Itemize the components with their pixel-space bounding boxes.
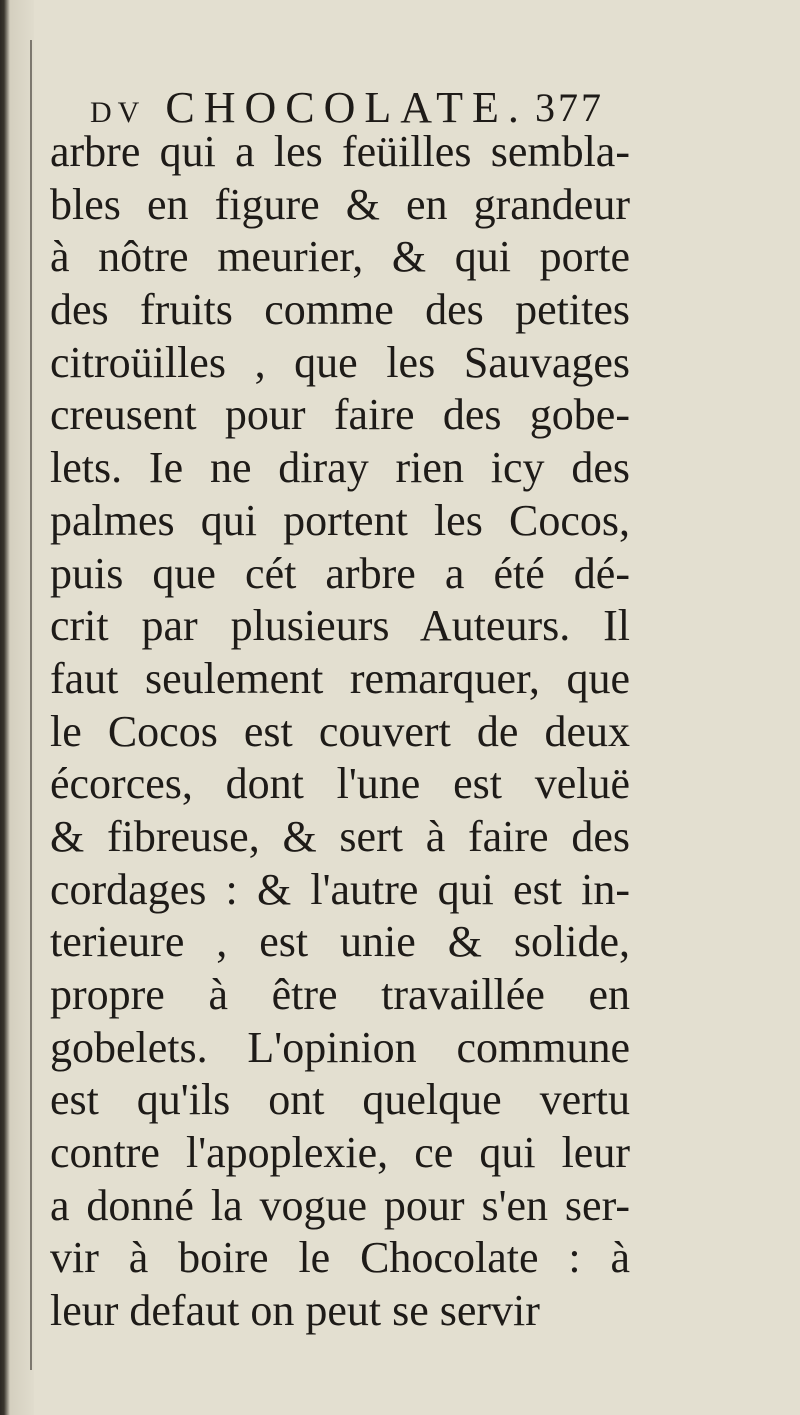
text-line: le Cocos est couvert de deux xyxy=(50,706,630,756)
header-title: CHOCOLATE. xyxy=(165,83,528,132)
text-line: citroüilles , que les Sauvages xyxy=(50,337,630,387)
text-line: est qu'ils ont quelque vertu xyxy=(50,1075,630,1125)
text-line: gobelets. L'opinion commune xyxy=(50,1022,630,1072)
page-gutter xyxy=(0,0,34,1415)
text-line: contre l'apoplexie, ce qui leur xyxy=(50,1128,630,1178)
text-line: a donné la vogue pour s'en ser- xyxy=(50,1180,630,1230)
text-line: faut seulement remarquer, que xyxy=(50,653,630,703)
text-line: lets. Ie ne diray rien icy des xyxy=(50,443,630,493)
text-line: & fibreuse, & sert à faire des xyxy=(50,811,630,861)
text-line: leur defaut on peut se servir xyxy=(50,1286,540,1336)
text-line: arbre qui a les feüilles sembla- xyxy=(50,127,630,176)
text-line: propre à être travaillée en xyxy=(50,970,630,1019)
text-line: palmes qui portent les Cocos, xyxy=(50,495,630,545)
text-line: vir à boire le Chocolate : à xyxy=(50,1233,630,1283)
text-line: à nôtre meurier, & qui porte xyxy=(50,232,630,282)
body-text xyxy=(50,126,630,1338)
text-line: écorces, dont l'une est veluë xyxy=(50,759,630,809)
text-line: bles en figure & en grandeur xyxy=(50,179,630,229)
text-line: creusent pour faire des gobe- xyxy=(50,390,630,440)
text-line: crit par plusieurs Auteurs. Il xyxy=(50,601,630,651)
text-line: puis que cét arbre a été dé- xyxy=(50,548,630,598)
text-line: des fruits comme des petites xyxy=(50,285,630,335)
gutter-shadow-line xyxy=(30,40,32,1370)
text-line: cordages : & l'autre qui est in- xyxy=(50,864,630,914)
text-line: terieure , est unie & solide, xyxy=(50,917,630,967)
page-number: 377 xyxy=(535,85,604,130)
header-article: DV xyxy=(90,96,146,129)
